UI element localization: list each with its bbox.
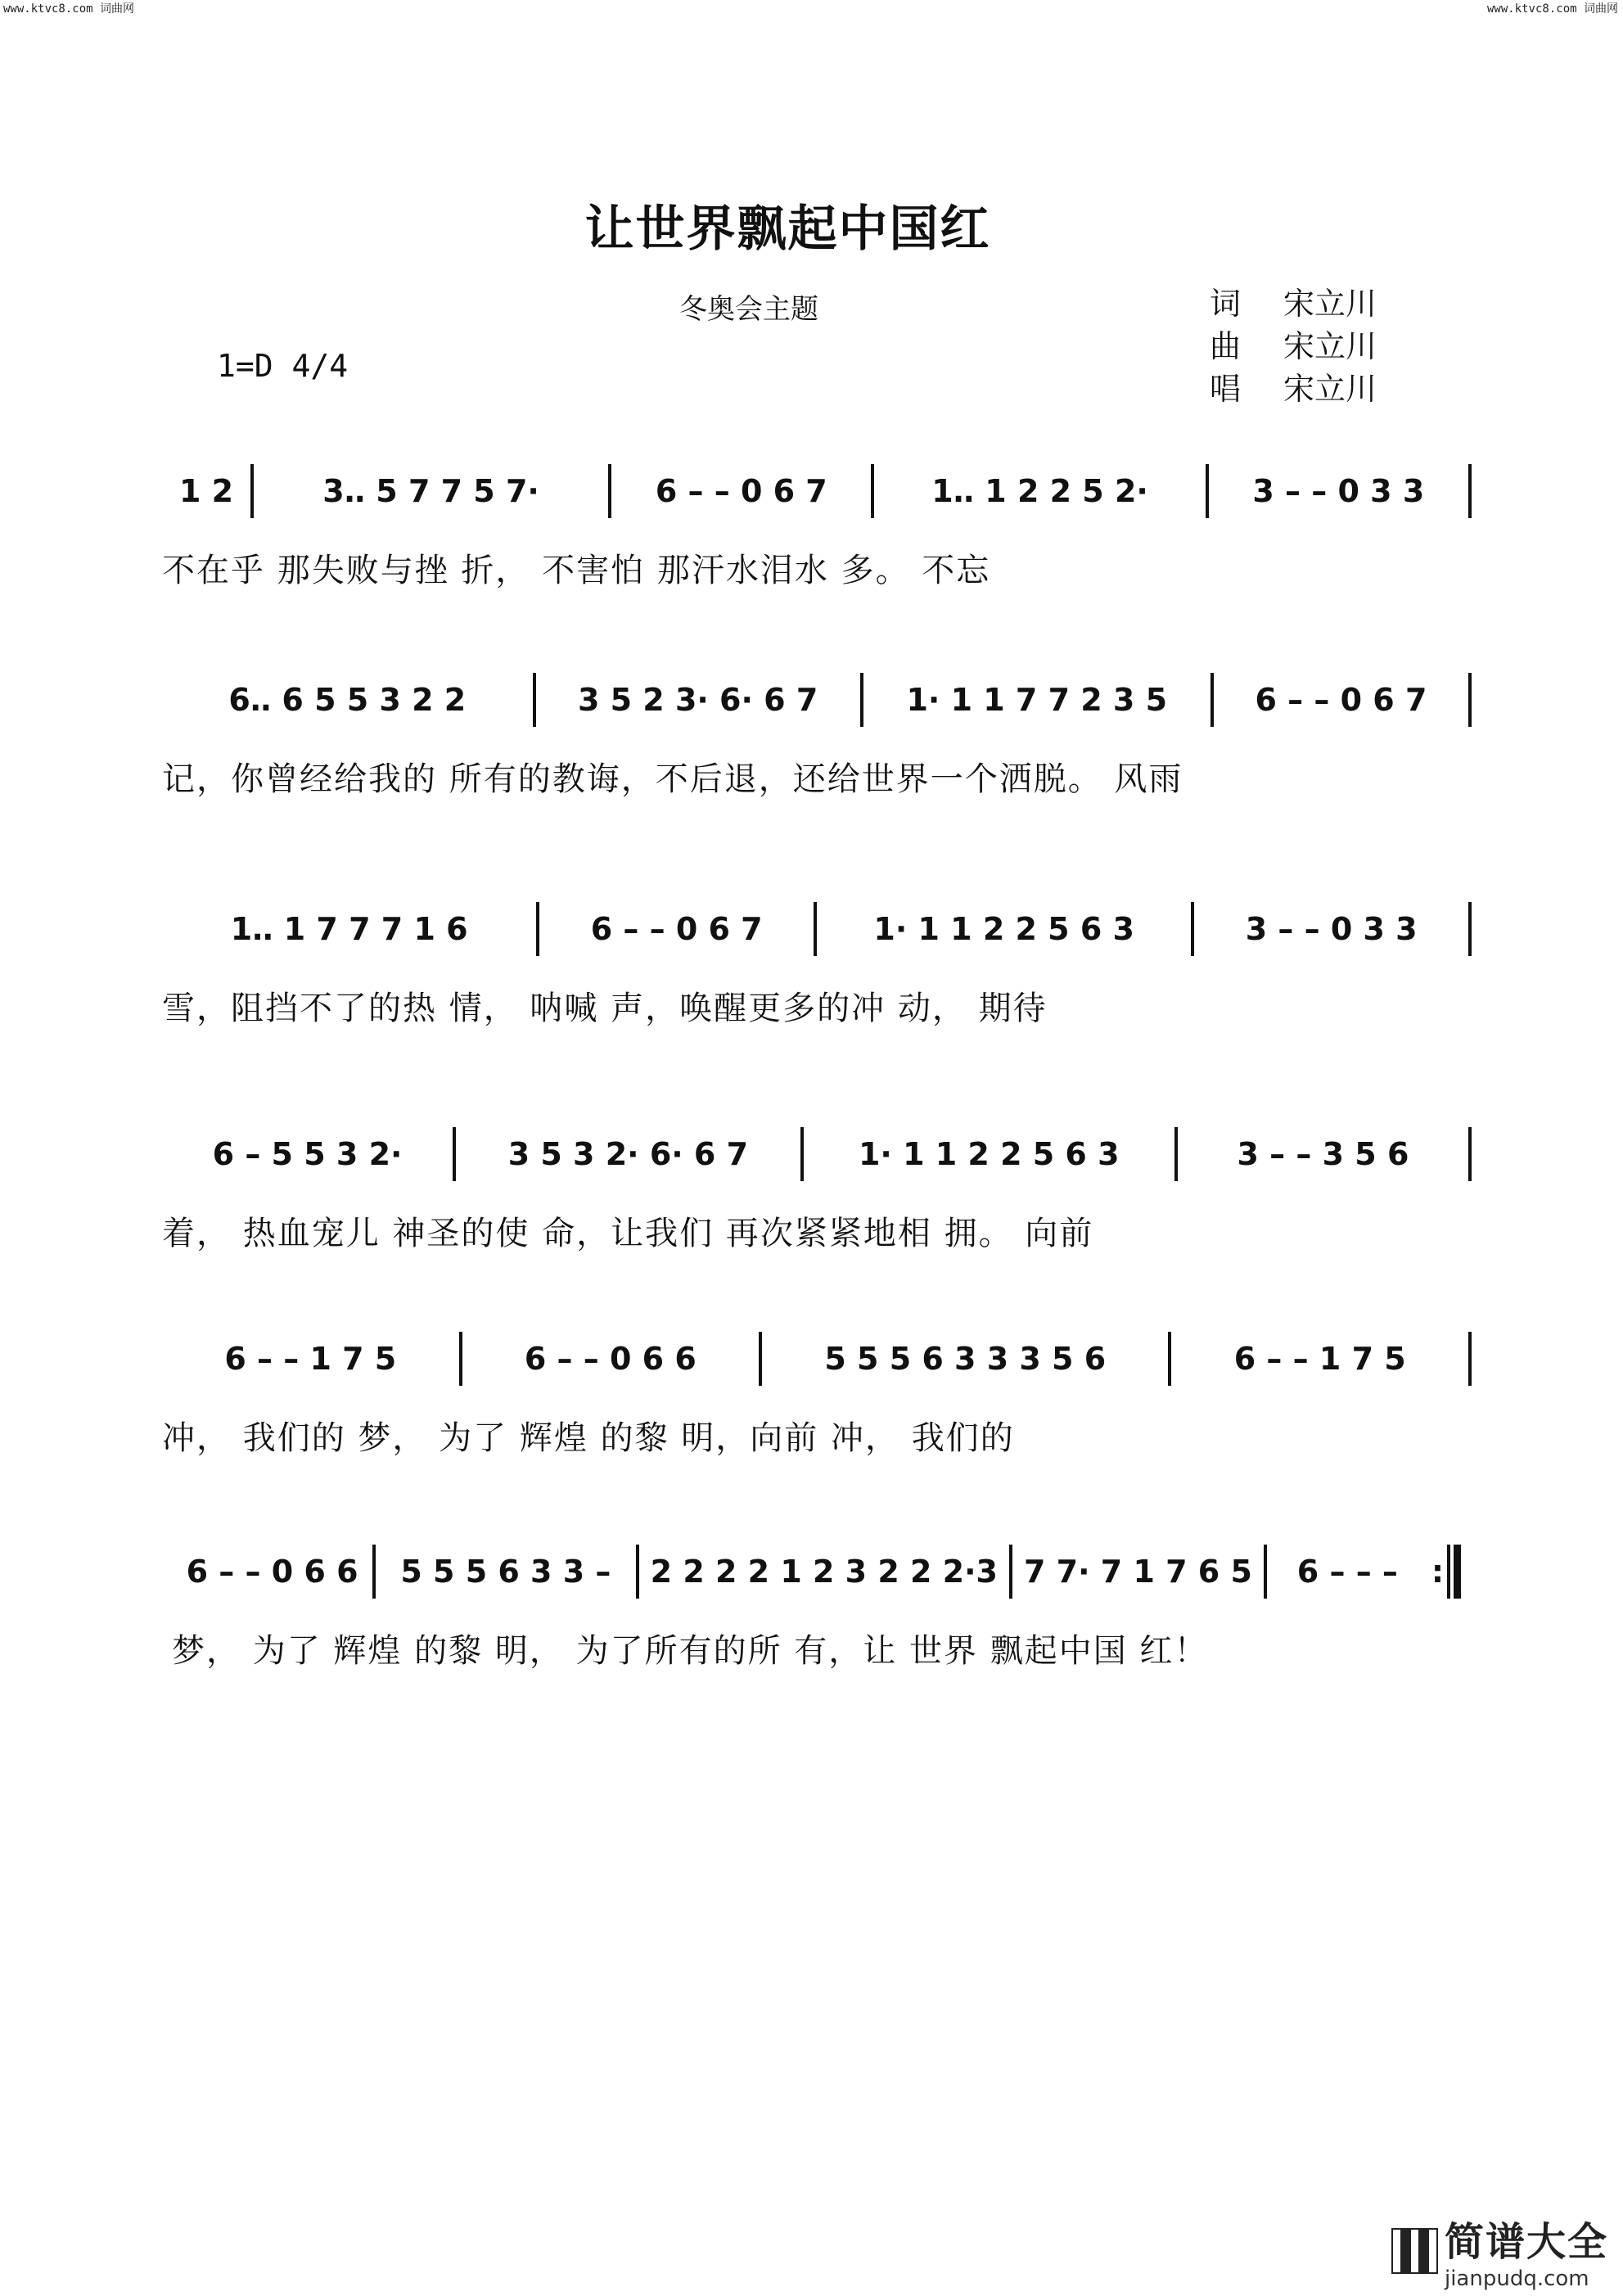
header-right-url: www.ktvc8.com 词曲网 <box>1486 2 1618 16</box>
measure: 6 – 5 5 3 2· <box>212 1136 403 1172</box>
notes-row <box>162 1125 1472 1183</box>
measure: 6 – – 0 6 7 <box>1255 682 1427 718</box>
credit-name: 宋立川 <box>1283 286 1377 322</box>
credit-singer <box>1210 363 1377 408</box>
measure: 1‥ 1 2 2 5 2· <box>931 473 1148 509</box>
measure: 3‥ 5 7 7 5 7· <box>322 473 539 509</box>
lyrics-row: 着， 热血宠儿 神圣的使 命，让我们 再次紧紧地相 拥。 向前 <box>162 1215 1094 1252</box>
measure: 6 – – 0 6 7 <box>590 911 763 947</box>
score-line <box>162 462 1472 591</box>
song-subtitle: 冬奥会主题 <box>679 293 818 326</box>
barline <box>1468 464 1472 518</box>
credit-role: 词 <box>1210 286 1242 322</box>
measure: 3 – – 0 3 3 <box>1252 473 1425 509</box>
measure: 3 – – 0 3 3 <box>1245 911 1418 947</box>
barline <box>1468 1332 1472 1386</box>
repeat-dots: : <box>1431 1554 1445 1590</box>
measure: 1‥ 1 7 7 7 1 6 <box>230 911 468 947</box>
lyrics-row: 雪，阻挡不了的热 情， 呐喊 声，唤醒更多的冲 动， 期待 <box>162 990 1048 1027</box>
lyrics-row: 不在乎 那失败与挫 折， 不害怕 那汗水泪水 多。 不忘 <box>162 552 991 589</box>
credit-composer <box>1210 321 1377 366</box>
measure: 6 – – 1 7 5 <box>1233 1341 1406 1377</box>
score-line <box>162 1125 1472 1254</box>
measure: 3 5 3 2· 6· 6 7 <box>507 1136 749 1172</box>
notes-row <box>162 671 1472 728</box>
score-line <box>162 671 1472 800</box>
measure: 3 – – 3 5 6 <box>1237 1136 1409 1172</box>
site-logo <box>1391 2210 1608 2291</box>
measure: 1· 1 1 2 2 5 6 3 <box>858 1136 1120 1172</box>
score-line <box>162 1330 1472 1459</box>
measure: 6‥ 6 5 5 3 2 2 <box>228 682 467 718</box>
measure: 6 – – 0 6 6 <box>524 1341 697 1377</box>
notes-row <box>162 900 1472 958</box>
notes-row <box>172 1543 1461 1600</box>
logo-url: jianpudq.com <box>1444 2267 1589 2291</box>
measure: 5 5 5 6 3 3 3 5 6 <box>824 1341 1107 1377</box>
measure: 6 – – – <box>1296 1554 1398 1590</box>
measure: 1 2 <box>178 473 234 509</box>
measure: 2 2 2 2 1 2 3 2 2 2·3 <box>650 1554 999 1590</box>
lyrics-row: 冲， 我们的 梦， 为了 辉煌 的黎 明，向前 冲， 我们的 <box>162 1419 1015 1457</box>
header-left-url: www.ktvc8.com 词曲网 <box>3 2 135 16</box>
measure: 5 5 5 6 3 3 – <box>400 1554 611 1590</box>
key-signature: 1=D 4/4 <box>217 348 349 384</box>
lyrics-row: 记，你曾经给我的 所有的教诲，不后退，还给世界一个洒脱。 风雨 <box>162 760 1183 798</box>
score-line <box>172 1543 1461 1671</box>
measure: 6 – – 0 6 6 <box>186 1554 358 1590</box>
lyrics-row: 梦， 为了 辉煌 的黎 明， 为了所有的所 有，让 世界 飘起中国 红！ <box>172 1632 1209 1670</box>
credit-role: 曲 <box>1210 328 1242 364</box>
credit-role: 唱 <box>1210 371 1242 407</box>
final-barline <box>1454 1545 1461 1599</box>
credit-name: 宋立川 <box>1283 328 1377 364</box>
notes-row <box>162 462 1472 520</box>
measure: 6 – – 1 7 5 <box>224 1341 397 1377</box>
piano-keys-icon <box>1391 2228 1436 2274</box>
measure: 6 – – 0 6 7 <box>655 473 827 509</box>
measure: 1· 1 1 2 2 5 6 3 <box>873 911 1134 947</box>
measure: 1· 1 1 7 7 2 3 5 <box>906 682 1168 718</box>
barline <box>1468 1127 1472 1181</box>
credit-lyricist <box>1210 278 1377 323</box>
logo-name: 简谱大全 <box>1444 2219 1608 2265</box>
credit-name: 宋立川 <box>1283 371 1377 407</box>
song-title: 让世界飘起中国红 <box>584 201 991 258</box>
barline <box>1447 1545 1450 1599</box>
barline <box>1468 902 1472 956</box>
measure: 3 5 2 3· 6· 6 7 <box>577 682 818 718</box>
notes-row <box>162 1330 1472 1387</box>
barline <box>1468 673 1472 727</box>
score-line <box>162 900 1472 1029</box>
measure: 7 7· 7 1 7 6 5 <box>1024 1554 1252 1590</box>
